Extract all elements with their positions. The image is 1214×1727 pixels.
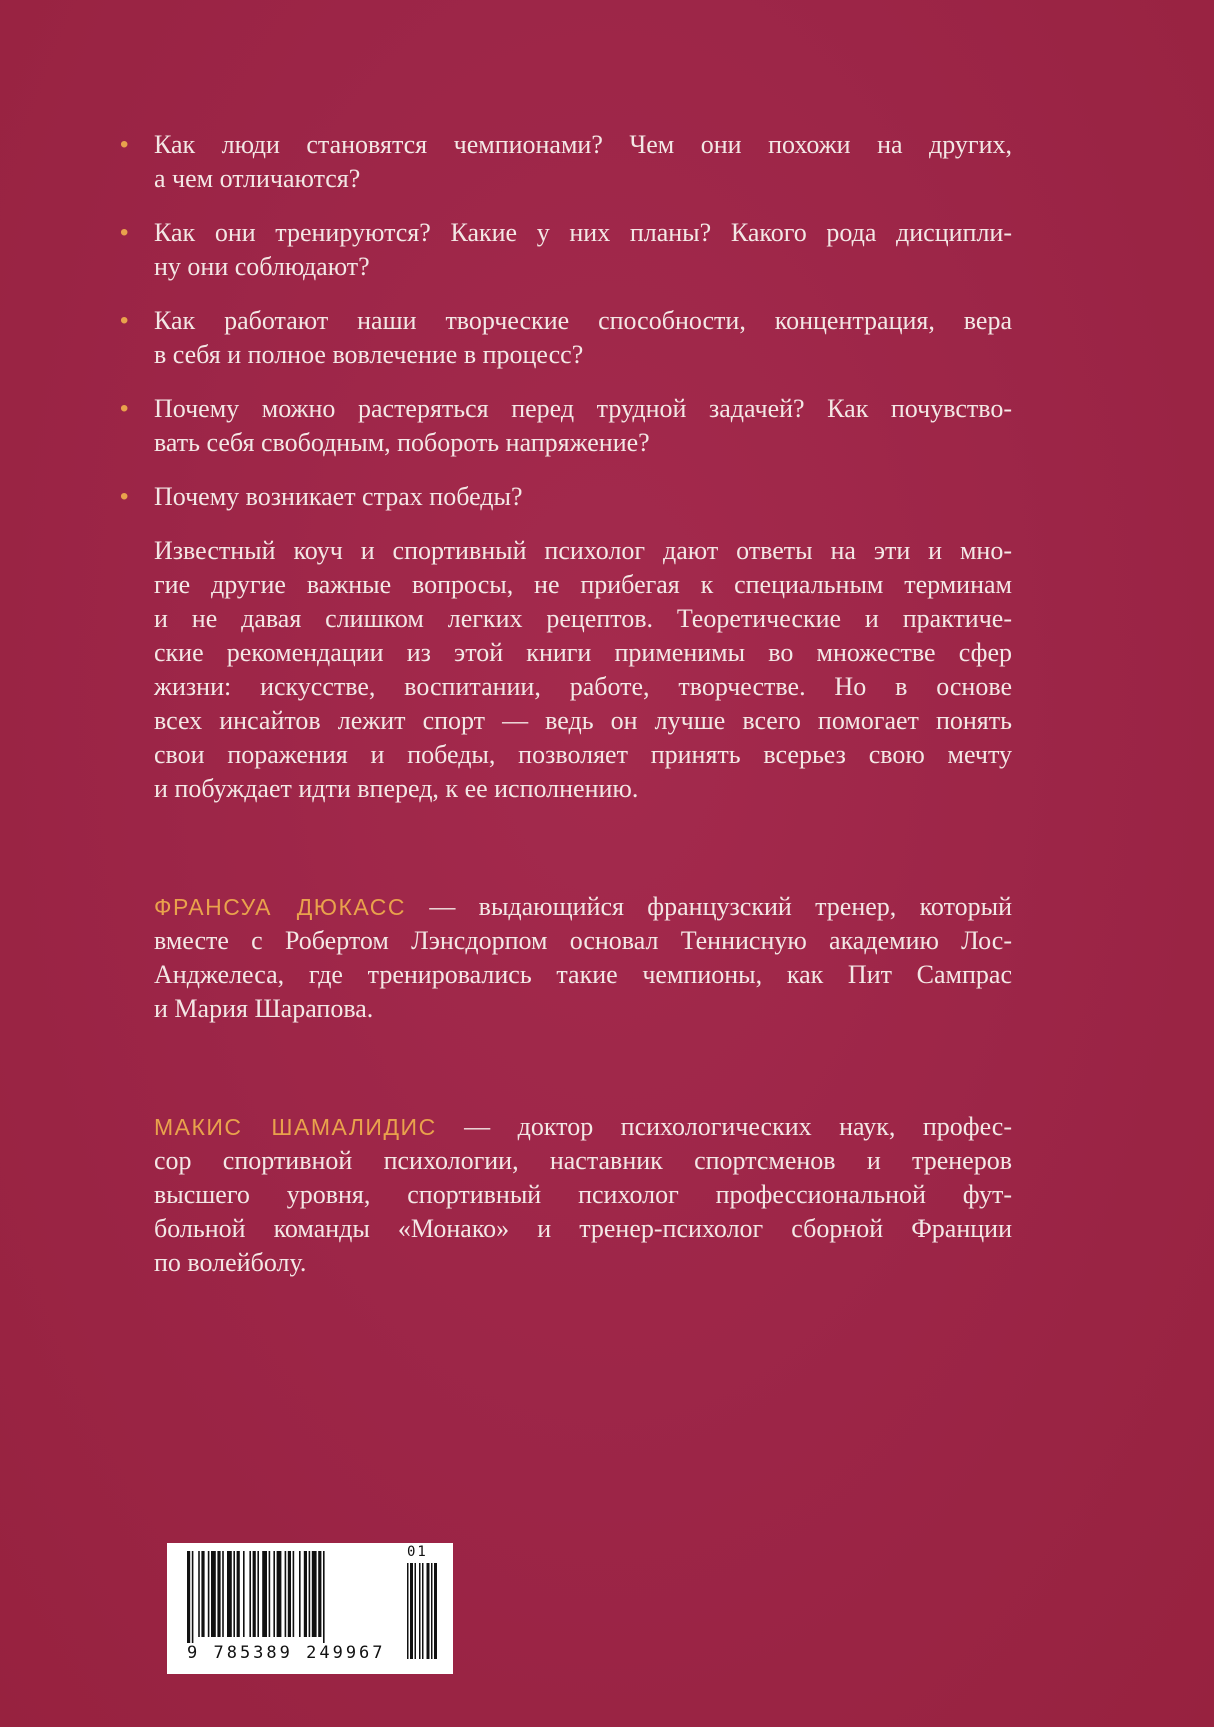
author-bio-dukass — [120, 890, 1012, 1026]
isbn-number: 9 785389 249967 — [187, 1643, 386, 1663]
text-line: Почему можно растеряться перед трудной задачей? Как почувство- — [154, 394, 1012, 423]
book-description — [120, 534, 1012, 806]
text-line: ские рекомендации из этой книги применимы во множестве сфер — [154, 638, 1012, 667]
text-line: Как люди становятся чемпионами? Чем они похожи на других, — [154, 130, 1012, 159]
text-line: Известный коуч и спортивный психолог дают ответы на эти и мно- — [154, 536, 1012, 565]
text-line: Как они тренируются? Какие у них планы? Какого рода дисципли- — [154, 218, 1012, 247]
cover-text — [120, 128, 1012, 1280]
text-line: и побуждает идти вперед, к ее исполнению. — [154, 774, 639, 803]
text-line — [154, 1110, 1012, 1144]
text-line: ну они соблюдают? — [154, 252, 370, 281]
questions-list — [120, 128, 1012, 514]
list-item — [120, 128, 1012, 196]
author-name: ФРАНСУА ДЮКАСС — [154, 894, 406, 920]
author-bio-text: — доктор психологических наук, профес- — [436, 1112, 1012, 1141]
list-item — [120, 480, 1012, 514]
text-line — [154, 890, 1012, 924]
isbn-barcode — [167, 1543, 453, 1674]
author-bio-shamalidis — [120, 1110, 1012, 1280]
text-line: гие другие важные вопросы, не прибегая к специальным терминам — [154, 570, 1012, 599]
text-line: а чем отличаются? — [154, 164, 361, 193]
text-line: и Мария Шарапова. — [154, 994, 374, 1023]
text-line: и не давая слишком легких рецептов. Теоретические и практиче- — [154, 604, 1012, 633]
author-name: МАКИС ШАМАЛИДИС — [154, 1114, 437, 1140]
list-item — [120, 392, 1012, 460]
bullet-icon: • — [120, 395, 129, 422]
text-line: свои поражения и победы, позволяет принять всерьез свою мечту — [154, 740, 1012, 769]
bullet-icon: • — [120, 131, 129, 158]
barcode-addon-number: 01 — [407, 1544, 428, 1560]
list-item — [120, 216, 1012, 284]
text-line: больной команды «Монако» и тренер-психолог сборной Франции — [154, 1214, 1012, 1243]
text-line: по волейболу. — [154, 1248, 307, 1277]
bullet-icon: • — [120, 483, 129, 510]
text-line: Почему возникает страх победы? — [154, 482, 523, 511]
text-line: Анджелеса, где тренировались такие чемпионы, как Пит Сампрас — [154, 960, 1012, 989]
author-bio-text: — выдающийся французский тренер, который — [406, 892, 1012, 921]
text-line: в себя и полное вовлечение в процесс? — [154, 340, 584, 369]
list-item — [120, 304, 1012, 372]
text-line: вать себя свободным, побороть напряжение? — [154, 428, 650, 457]
text-line: сор спортивной психологии, наставник спортсменов и тренеров — [154, 1146, 1012, 1175]
text-line: высшего уровня, спортивный психолог профессиональной фут- — [154, 1180, 1012, 1209]
bullet-icon: • — [120, 307, 129, 334]
text-line: Как работают наши творческие способности, концентрация, вера — [154, 306, 1012, 335]
text-line: жизни: искусстве, воспитании, работе, творчестве. Но в основе — [154, 672, 1012, 701]
text-line: вместе с Робертом Лэнсдорпом основал Теннисную академию Лос- — [154, 926, 1012, 955]
text-line: всех инсайтов лежит спорт — ведь он лучше всего помогает понять — [154, 706, 1012, 735]
bullet-icon: • — [120, 219, 129, 246]
